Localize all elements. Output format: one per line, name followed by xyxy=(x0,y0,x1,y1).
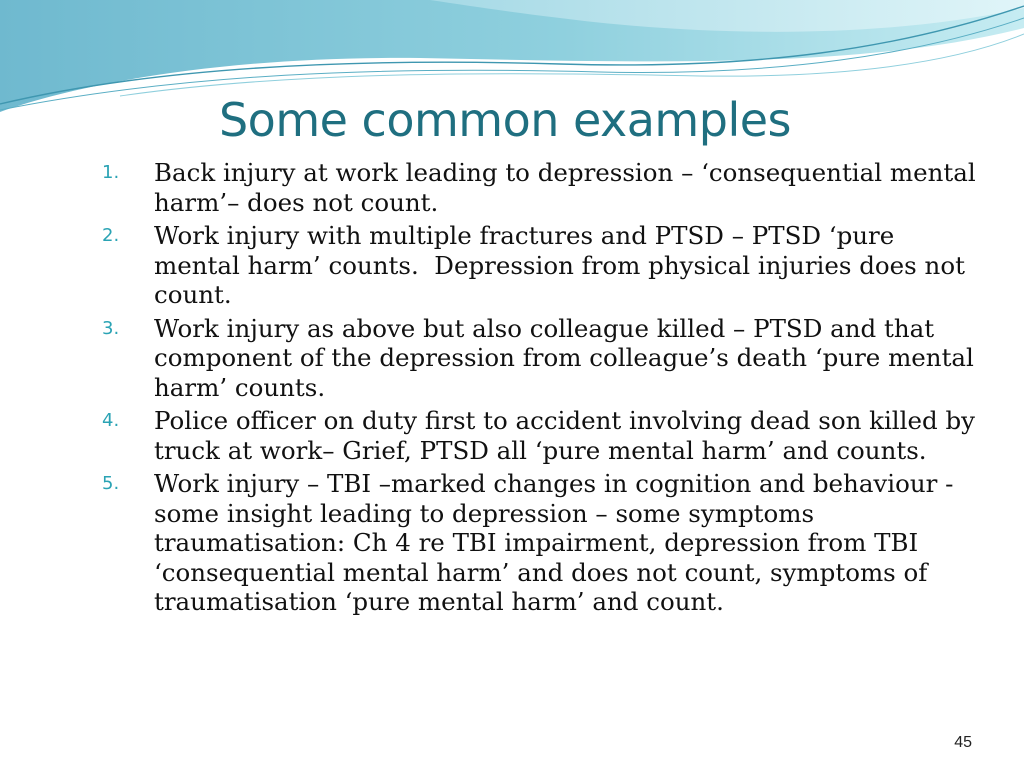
list-item xyxy=(102,406,982,465)
list-item-text: Work injury – TBI –marked changes in cognition and behaviour - some insight leading to depression – some symptoms traumatisation: Ch 4 re TBI impairment, depression from TBI ‘consequential mental harm’ and does not count, symptoms of traumatisation ‘pure mental harm’ and count. xyxy=(154,469,977,616)
list-item xyxy=(102,158,982,217)
list-item xyxy=(102,221,982,310)
list-item-number: 5. xyxy=(102,473,120,494)
list-item xyxy=(102,314,982,403)
list-item-number: 2. xyxy=(102,225,120,246)
list-item-text: Work injury with multiple fractures and PTSD – PTSD ‘pure mental harm’ counts. Depression from physical injuries does not count. xyxy=(154,221,973,309)
list-item-number: 3. xyxy=(102,317,120,339)
list-item-text: Work injury as above but also colleague killed – PTSD and that component of the depression from colleague’s death ‘pure mental harm’ counts. xyxy=(154,313,982,402)
list-item-number: 4. xyxy=(102,410,120,431)
list-item xyxy=(102,469,982,617)
slide-title: Some common examples xyxy=(218,93,791,147)
list-item-text: Police officer on duty first to accident involving dead son killed by truck at work– Grief, PTSD all ‘pure mental harm’ and counts. xyxy=(154,406,983,465)
list-item-number: 1. xyxy=(102,162,120,183)
list-item-text: Back injury at work leading to depression – ‘consequential mental harm’– does not count. xyxy=(154,158,984,217)
page-number: 45 xyxy=(954,734,972,751)
examples-list xyxy=(102,158,982,621)
